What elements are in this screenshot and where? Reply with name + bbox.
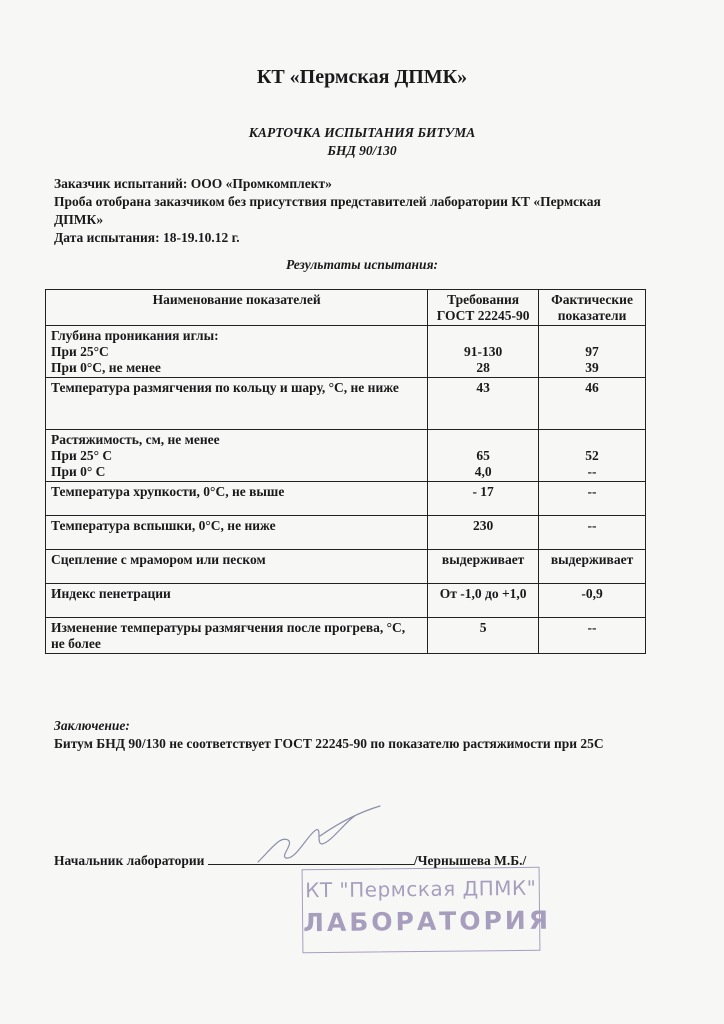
customer-line: Заказчик испытаний: ООО «Промкомплект» [54, 176, 332, 191]
requirement-cell [428, 430, 539, 482]
actual-cell-line: 52 [585, 448, 599, 463]
requirement-cell-line: От -1,0 до +1,0 [439, 586, 527, 601]
requirement-cell-line: 230 [473, 518, 494, 533]
table-row [46, 326, 646, 378]
actual-cell [539, 516, 646, 550]
requirement-cell [428, 584, 539, 618]
table-row [46, 482, 646, 516]
indicator-cell-line: При 25° С [51, 448, 113, 463]
stamp-line-2: ЛАБОРАТОРИЯ [302, 905, 552, 938]
table-row [46, 430, 646, 482]
table-row [46, 516, 646, 550]
sample-line-2: ДПМК» [54, 212, 104, 227]
indicator-cell-line: Изменение температуры размягчения после прогрева, °С, не более [51, 620, 406, 651]
requirement-cell [428, 550, 539, 584]
requirement-cell-line: 65 [476, 448, 490, 463]
card-title [0, 124, 724, 160]
conclusion [54, 717, 674, 753]
indicator-cell-line: Сцепление с мрамором или песком [51, 552, 266, 567]
indicator-cell-line: Температура хрупкости, 0°С, не выше [51, 484, 285, 499]
requirement-cell-line [433, 328, 533, 344]
actual-cell-line: -- [587, 484, 597, 499]
signature-blank [208, 851, 414, 865]
position-label: Начальник лаборатории [54, 853, 205, 868]
actual-cell-line: 39 [585, 360, 599, 375]
requirement-cell [428, 482, 539, 516]
requirement-cell-line: 4,0 [474, 464, 492, 479]
indicator-cell [46, 550, 428, 584]
actual-cell-line: -- [587, 464, 597, 479]
results-heading: Результаты испытания: [285, 257, 439, 272]
indicator-cell [46, 326, 428, 378]
indicator-cell-line: При 25°С [51, 344, 109, 359]
signatory-name: /Чернышева М.Б./ [413, 853, 527, 868]
requirement-cell-line: - 17 [472, 484, 494, 499]
requirement-cell-line: 5 [479, 620, 487, 635]
sample-line-1: Проба отобрана заказчиком без присутствия представителей лаборатории КТ «Пермская [54, 194, 601, 209]
indicator-cell-line: Температура размягчения по кольцу и шару, °С, не ниже [51, 380, 399, 395]
requirement-cell [428, 618, 539, 654]
requirement-cell-line: выдерживает [441, 552, 525, 567]
indicator-cell-line: При 0°С, не менее [51, 360, 161, 375]
stamp-line-1: КТ "Пермская ДПМК" [305, 875, 537, 903]
indicator-cell-line: При 0° С [51, 464, 106, 479]
header-actual: Фактические показатели [539, 290, 646, 326]
card-title-line2: БНД 90/130 [327, 143, 397, 158]
lab-stamp [302, 867, 552, 953]
actual-cell [539, 550, 646, 584]
requirement-cell-line: 91-130 [464, 344, 503, 359]
actual-cell [539, 482, 646, 516]
actual-cell-line [544, 432, 640, 448]
actual-cell [539, 326, 646, 378]
results-table [45, 289, 646, 654]
requirement-cell-line: 43 [476, 380, 490, 395]
actual-cell-line [544, 328, 640, 344]
indicator-cell [46, 482, 428, 516]
results-body [46, 326, 646, 654]
actual-cell [539, 378, 646, 430]
actual-cell [539, 584, 646, 618]
requirement-cell [428, 516, 539, 550]
table-row [46, 584, 646, 618]
indicator-cell-line: Растяжимость, см, не менее [51, 432, 220, 447]
actual-cell [539, 618, 646, 654]
table-row [46, 378, 646, 430]
actual-cell-line: -- [587, 620, 597, 635]
actual-cell [539, 430, 646, 482]
requirement-cell-line: 28 [476, 360, 490, 375]
indicator-cell [46, 430, 428, 482]
indicator-cell-line: Индекс пенетрации [51, 586, 171, 601]
header-indicator: Наименование показателей [46, 290, 428, 326]
indicator-cell [46, 516, 428, 550]
signature-line [54, 851, 674, 869]
conclusion-text: Битум БНД 90/130 не соответствует ГОСТ 22245-90 по показателю растяжимости при 25С [54, 736, 604, 751]
indicator-cell [46, 584, 428, 618]
indicator-cell [46, 378, 428, 430]
indicator-cell-line: Температура вспышки, 0°С, не ниже [51, 518, 276, 533]
actual-cell-line: -- [587, 518, 597, 533]
actual-cell-line: 97 [585, 344, 599, 359]
organization-title: КТ «Пермская ДПМК» [256, 66, 468, 88]
table-header-row [46, 290, 646, 326]
table-row [46, 550, 646, 584]
requirement-cell [428, 378, 539, 430]
card-title-line1: КАРТОЧКА ИСПЫТАНИЯ БИТУМА [248, 125, 476, 140]
actual-cell-line: выдерживает [550, 552, 634, 567]
header-requirements: Требования ГОСТ 22245-90 [428, 290, 539, 326]
requirement-cell-line [433, 432, 533, 448]
indicator-cell-line: Глубина проникания иглы: [51, 328, 219, 343]
indicator-cell [46, 618, 428, 654]
actual-cell-line: -0,9 [581, 586, 603, 601]
test-info [54, 175, 664, 247]
conclusion-label: Заключение: [54, 718, 130, 733]
test-date-line: Дата испытания: 18-19.10.12 г. [54, 230, 240, 245]
table-row [46, 618, 646, 654]
requirement-cell [428, 326, 539, 378]
actual-cell-line: 46 [585, 380, 599, 395]
